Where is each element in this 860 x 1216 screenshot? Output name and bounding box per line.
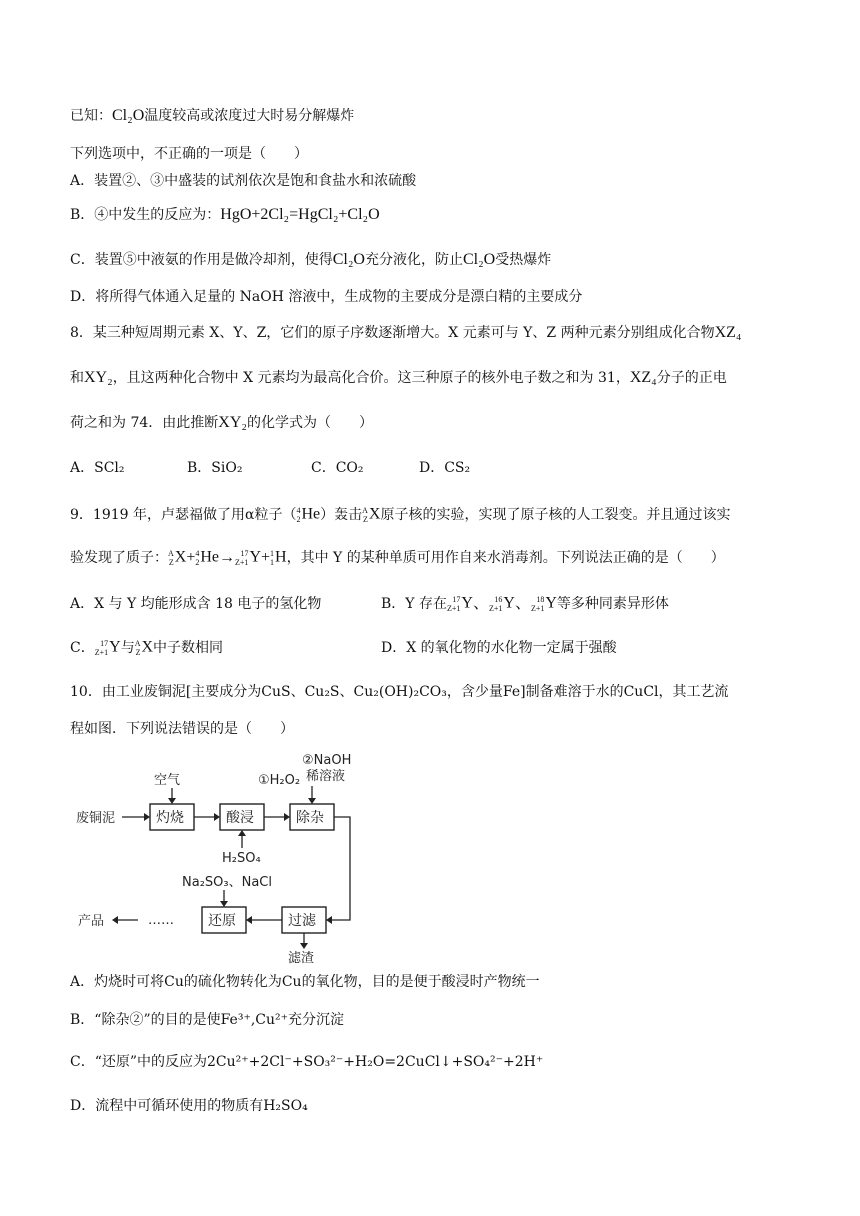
- q7-option-c-formula-2: Cl₂O: [462, 251, 496, 268]
- q7-option-b: [70, 205, 380, 225]
- q8-line3-text-b: 的化学式为（ ）: [246, 415, 373, 431]
- q7-option-d: D．将所得气体通入足量的 NaOH 溶液中，生成物的主要成分是漂白精的主要成分: [70, 289, 583, 305]
- q9-option-b: B．Y 存在 17 Z+1 Y、 16 Z+1 Y、 18 Z+1 Y等多种同素异形体: [381, 595, 669, 614]
- q7-option-c-part2: 充分液化，防止: [364, 252, 463, 268]
- flow-purify-label: 除杂: [296, 810, 324, 826]
- known-prefix: 已知：: [70, 108, 112, 124]
- q9-option-c-part1: C．: [70, 640, 95, 656]
- flow-dots: ……: [148, 913, 174, 928]
- q8-line3: [70, 413, 373, 433]
- q9-option-b-part1: B．Y 存在: [381, 596, 447, 612]
- q7-option-b-prefix: B．④中发生的反应为：: [70, 207, 221, 223]
- q9-line1-text-b: ）轰击: [320, 507, 363, 523]
- q9-line1-text-c: 原子核的实验，实现了原子核的人工裂变。并且通过该实: [380, 507, 731, 523]
- q9-option-b-part2: 等多种同素异形体: [556, 596, 669, 612]
- q7-stem: 下列选项中，不正确的一项是（ ）: [70, 146, 308, 162]
- flow-acid-input: H₂SO₄: [222, 851, 261, 866]
- flow-burn-label: 灼烧: [156, 810, 184, 826]
- q7-option-a: A．装置②、③中盛装的试剂依次是饱和食盐水和浓硫酸: [70, 173, 417, 189]
- q7-option-c-part3: 受热爆炸: [495, 252, 552, 268]
- flow-naoh-label: ②NaOH: [302, 753, 352, 768]
- q9-line1: [70, 505, 730, 525]
- q8-option-a: A．SCl₂: [70, 460, 125, 476]
- q10-option-a: A．灼烧时可将Cu的硫化物转化为Cu的氧化物，目的是便于酸浸时产物统一: [70, 974, 540, 990]
- q8-line2-text-b: ，且这两种化合物中 X 元素均为最高化合价。这三种原子的核外电子数之和为 31，: [112, 370, 630, 386]
- q8-line3-text-a: 荷之和为 74．由此推断: [70, 415, 219, 431]
- known-note: [70, 106, 354, 126]
- flow-filter-label: 过滤: [288, 913, 316, 929]
- flow-residue-label: 滤渣: [288, 951, 315, 966]
- q9-option-c-part3: 中子数相同: [153, 640, 224, 656]
- flow-product-label: 产品: [78, 914, 105, 929]
- q8-option-d: D．CS₂: [419, 460, 471, 476]
- q9-options-ab: [70, 594, 669, 614]
- q8-line2: [70, 368, 727, 388]
- q9-option-a: A．X 与 Y 均能形成含 18 电子的氢化物: [70, 596, 322, 612]
- q8-options: [70, 458, 470, 478]
- flow-naoh-sub-label: 稀溶液: [306, 769, 346, 784]
- helium-isotope: 4 2 He: [296, 505, 321, 524]
- process-flowchart: [76, 750, 366, 966]
- q8-xy2-2: XY₂: [218, 414, 247, 431]
- q7-option-c-formula: Cl₂O: [332, 251, 365, 268]
- q9-line2: [70, 548, 725, 568]
- q9-line2-text-b: ，其中 Y 的某种单质可用作自来水消毒剂。下列说法正确的是（ ）: [286, 550, 725, 566]
- q9-line2-text-a: 验发现了质子：: [70, 550, 168, 566]
- flow-h2o2-label: ①H₂O₂: [258, 773, 301, 788]
- q8-xz4: XZ₄: [714, 324, 742, 341]
- q7-option-c-part1: C．装置⑤中液氨的作用是做冷却剂，使得: [70, 252, 333, 268]
- known-text: 温度较高或浓度过大时易分解爆炸: [144, 108, 355, 124]
- q9-option-c: C． 17 Z+1 Y与 A Z X中子数相同: [70, 639, 224, 658]
- x-isotope: A Z X: [362, 505, 381, 524]
- q8-xz4-2: XZ₄: [629, 369, 657, 386]
- q8-line2-text-a: 和: [70, 370, 84, 386]
- q9-line1-text-a: 9．1919 年，卢瑟福做了用α粒子（: [70, 507, 297, 523]
- q8-line1-text: 8．某三种短周期元素 X、Y、Z，它们的原子序数逐渐增大。X 元素可与 Y、Z 两种元素分别组成化合物: [70, 325, 715, 341]
- q10-option-d: D．流程中可循环使用的物质有H₂SO₄: [70, 1098, 308, 1114]
- q8-option-b: B．SiO₂: [187, 460, 243, 476]
- q7-option-c: [70, 250, 551, 270]
- q9-options-cd: [70, 638, 617, 658]
- flow-reduce-input: Na₂SO₃、NaCl: [182, 875, 272, 890]
- q9-nuclear-equation: A Z X+ 4 2 He→ 17 Z+1 Y+ 1 1 H: [168, 549, 287, 568]
- q8-xy2: XY₂: [84, 369, 113, 386]
- known-formula: Cl₂O: [112, 107, 145, 124]
- q10-option-b: B．“除杂②”的目的是使Fe³⁺,Cu²⁺充分沉淀: [70, 1012, 345, 1028]
- flow-air-label: 空气: [154, 773, 181, 788]
- flow-acid-label: 酸浸: [226, 810, 254, 826]
- q7-option-b-equation: HgO+2Cl₂=HgCl₂+Cl₂O: [220, 206, 380, 223]
- q9-option-d: D．X 的氧化物的水化物一定属于强酸: [381, 640, 617, 656]
- q8-line2-text-c: 分子的正电: [656, 370, 727, 386]
- q10-line2: 程如图．下列说法错误的是（ ）: [70, 721, 294, 737]
- q10-option-c: C．“还原”中的反应为2Cu²⁺+2Cl⁻+SO₃²⁻+H₂O=2CuCl↓+SO₄²⁻+2H⁺: [70, 1054, 544, 1070]
- q8-line1: [70, 323, 742, 343]
- q9-option-c-part2: 与: [120, 640, 135, 656]
- flow-start-label: 废铜泥: [76, 811, 116, 826]
- flow-reduce-label: 还原: [208, 913, 236, 929]
- q10-line1: 10．由工业废铜泥[主要成分为CuS、Cu₂S、Cu₂(OH)₂CO₃，含少量Fe]制备难溶于水的CuCl，其工艺流: [70, 684, 729, 700]
- q8-option-c: C．CO₂: [311, 460, 364, 476]
